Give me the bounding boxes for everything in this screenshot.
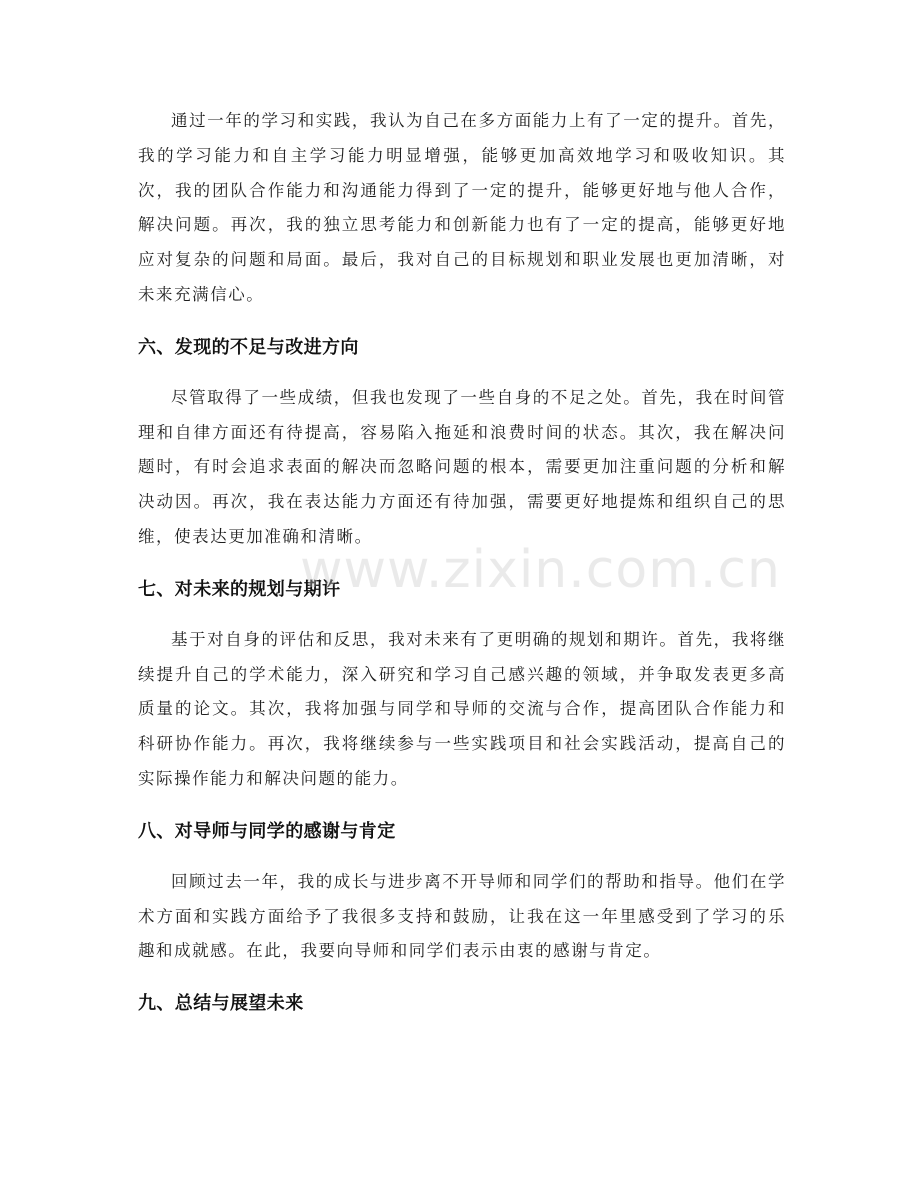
section-heading-8: 八、对导师与同学的感谢与肯定 [138,820,396,842]
spacer [138,607,786,623]
intro-paragraph: 通过一年的学习和实践，我认为自己在多方面能力上有了一定的提升。首先，我的学习能力和自主学习能力明显增强，能够更加高效地学习和吸收知识。其次，我的团队合作能力和沟通能力得到了一定的提升，能够更好地与他人合作，解决问题。再次，我的独立思考能力和创新能力也有了一定的提高，能够更好地应对复杂的问题和局面。最后，我对自己的目标规划和职业发展也更加清晰，对未来充满信心。 [138,111,786,304]
section-paragraph-8: 回顾过去一年，我的成长与进步离不开导师和同学们的帮助和指导。他们在学术方面和实践方面给予了我很多支持和鼓励，让我在这一年里感受到了学习的乐趣和成就感。在此，我要向导师和同学们表示由衷的感谢与肯定。 [138,871,786,961]
section-heading-9: 九、总结与展望未来 [138,993,304,1015]
document-body [138,104,786,1021]
spacer [138,313,786,331]
section-heading-6: 六、发现的不足与改进方向 [138,336,359,358]
spacer [138,849,786,865]
spacer [138,365,786,381]
section-paragraph-7: 基于对自身的评估和反思，我对未来有了更明确的规划和期许。首先，我将继续提升自己的学术能力，深入研究和学习自己感兴趣的领域，并争取发表更多高质量的论文。其次，我将加强与同学和导师的交流与合作，提高团队合作能力和科研协作能力。再次，我将继续参与一些实践项目和社会实践活动，提高自己的实际操作能力和解决问题的能力。 [138,629,786,788]
section-paragraph-6: 尽管取得了一些成绩，但我也发现了一些自身的不足之处。首先，我在时间管理和自律方面还有待提高，容易陷入拖延和浪费时间的状态。其次，我在解决问题时，有时会追求表面的解决而忽略问题的根本，需要更加注重问题的分析和解决动因。再次，我在表达能力方面还有待加强，需要更好地提炼和组织自己的思维，使表达更加准确和清晰。 [138,387,786,546]
spacer [138,555,786,573]
watermark-text: www.zixin.com.cn [300,540,781,600]
section-heading-7: 七、对未来的规划与期许 [138,578,341,600]
spacer [138,969,786,987]
spacer [138,797,786,815]
